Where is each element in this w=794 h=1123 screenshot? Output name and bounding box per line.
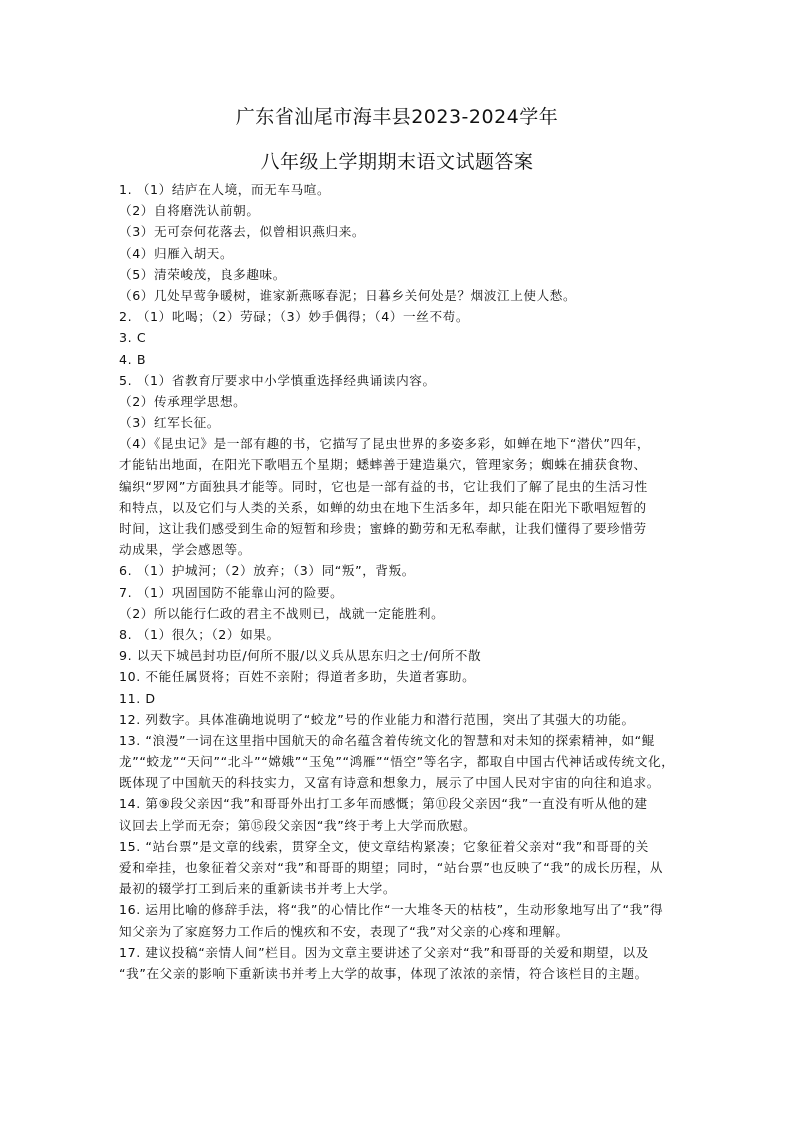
answer-line: 2. （1）叱喝；（2）劳碌；（3）妙手偶得；（4）一丝不苟。 (119, 309, 470, 325)
answer-line: 10. 不能任属贤将；百姓不亲附；得道者多助，失道者寡助。 (119, 669, 476, 685)
answer-line: 15. “站台票”是文章的线索，贯穿全文，使文章结构紧凑；它象征着父亲对“我”和哥哥的关 (119, 838, 649, 854)
answer-line: 编织“罗网”方面独具才能等。同时，它也是一部有益的书，它让我们了解了昆虫的生活习性 (119, 478, 648, 494)
answer-line: 5. （1）省教育厅要求中小学慎重选择经典诵读内容。 (119, 372, 436, 388)
document-title-line2: 八年级上学期期末语文试题答案 (260, 151, 534, 173)
answer-line: （4）归雁入胡天。 (119, 245, 234, 261)
answer-line: 既体现了中国航天的科技实力，又富有诗意和想象力，展示了中国人民对宇宙的向往和追求。 (119, 775, 660, 791)
answer-line: （2）传承理学思想。 (119, 393, 247, 409)
answer-line: （3）红军长征。 (119, 415, 220, 431)
answer-line: 和特点，以及它们与人类的关系，如蝉的幼虫在地下生活多年，却只能在阳光下歌唱短暂的 (119, 499, 647, 515)
answer-line: 议回去上学而无奈；第⑮段父亲因“我”终于考上大学而欣慰。 (119, 817, 477, 833)
answer-line: （2）所以能行仁政的君主不战则已，战就一定能胜利。 (119, 605, 445, 621)
answer-line: 时间，这让我们感受到生命的短暂和珍贵；蜜蜂的勤劳和无私奉献，让我们懂得了要珍惜劳 (119, 521, 647, 536)
answer-line: 3. C (119, 330, 147, 346)
answer-body (119, 179, 694, 984)
answer-line: 9. 以天下城邑封功臣/何所不服/以义兵从思东归之士/何所不散 (119, 648, 482, 664)
answer-line: （4）《昆虫记》是一部有趣的书，它描写了昆虫世界的多姿多彩，如蝉在地下“潜伏”四年， (119, 436, 651, 452)
answer-line: （2）自将磨洗认前朝。 (119, 203, 260, 219)
document-title-line1: 广东省汕尾市海丰县2023-2024学年 (235, 106, 559, 128)
answer-line: 龙”“蛟龙”“天问”“北斗”“嫦娥”“玉兔”“鸿雁”“悟空”等名字，都取自中国古代神话或传统文化， (119, 754, 675, 770)
answer-line: 1. （1）结庐在人境，而无车马喧。 (119, 182, 331, 197)
answer-line: 8. （1）很久；（2）如果。 (119, 626, 280, 642)
answer-line: 最初的辍学打工到后来的重新读书并考上大学。 (119, 881, 397, 897)
answer-line: 知父亲为了家庭努力工作后的愧疚和不安，表现了“我”对父亲的心疼和理解。 (119, 923, 569, 939)
answer-line: （3）无可奈何花落去，似曾相识燕归来。 (119, 224, 366, 240)
answer-line: “我”在父亲的影响下重新读书并考上大学的故事，体现了浓浓的亲情，符合该栏目的主题。 (119, 965, 648, 981)
answer-line: 14. 第⑨段父亲因“我”和哥哥外出打工多年而感慨；第⑪段父亲因“我”一直没有听从他的建 (119, 796, 648, 812)
answer-line: 6. （1）护城河；（2）放弃；（3）同“叛”，背叛。 (119, 563, 415, 579)
answer-line: 11. D (119, 690, 156, 706)
answer-line: 爱和牵挂，也象征着父亲对“我”和哥哥的期望；同时，“站台票”也反映了“我”的成长历程，从 (119, 860, 664, 875)
answer-line: 13. “浪漫”一词在这里指中国航天的命名蕴含着传统文化的智慧和对未知的探索精神，如“鲲 (119, 732, 655, 748)
answer-line: 17. 建议投稿“亲情人间”栏目。因为文章主要讲述了父亲对“我”和哥哥的关爱和期望，以及 (119, 944, 649, 960)
answer-line: （5）清荣峻茂，良多趣味。 (119, 266, 286, 282)
answer-line: （6）几处早莺争暖树，谁家新燕啄春泥；日暮乡关何处是？烟波江上使人愁。 (119, 287, 577, 303)
answer-line: 4. B (119, 351, 147, 367)
answer-line: 才能钻出地面，在阳光下歌唱五个星期；蟋蟀善于建造巢穴，管理家务；蜘蛛在捕获食物、 (119, 457, 647, 473)
answer-line: 动成果，学会感恩等。 (119, 542, 251, 558)
answer-line: 16. 运用比喻的修辞手法，将“我”的心情比作“一大堆冬天的枯枝”，生动形象地写出了“我”得 (119, 902, 664, 918)
answer-line: 12. 列数字。具体准确地说明了“蛟龙”号的作业能力和潜行范围，突出了其强大的功能。 (119, 711, 635, 727)
answer-line: 7. （1）巩固国防不能靠山河的险要。 (119, 584, 344, 600)
